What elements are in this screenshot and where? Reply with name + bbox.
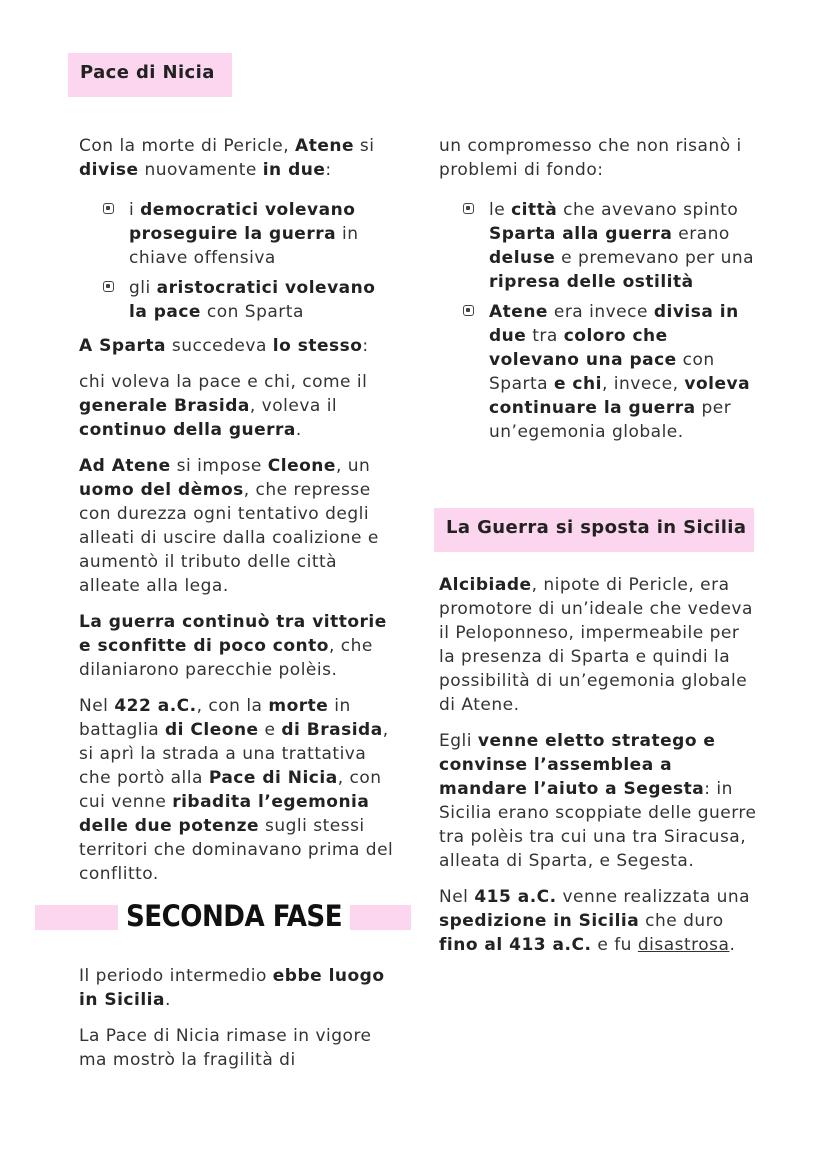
text: Con la morte di Pericle, xyxy=(79,136,296,156)
text-bold: divisa in due xyxy=(489,302,739,346)
list-item xyxy=(79,198,399,270)
text-bold: venne eletto stratego e convinse l’assemblea a mandare l’aiuto a Segesta xyxy=(439,731,716,799)
text-bold: coloro che volevano una pace xyxy=(489,326,677,370)
list-item xyxy=(439,198,759,294)
bullet-icon xyxy=(103,203,114,214)
text: si impose xyxy=(170,456,268,476)
text: per un’egemonia globale. xyxy=(489,398,732,442)
paragraph-periodo xyxy=(79,964,399,1012)
paragraph-guerra-continuo xyxy=(79,610,399,682)
text-bold: Sparta alla guerra xyxy=(489,224,673,244)
text: con Sparta xyxy=(200,302,304,322)
text-bold: aristocratici volevano la pace xyxy=(129,278,376,322)
bullet-icon xyxy=(103,281,114,292)
paragraph-pericle xyxy=(79,134,399,182)
paragraph-stratego xyxy=(439,729,759,873)
text-underlined: disastrosa xyxy=(637,935,730,955)
text-bold: Alcibiade xyxy=(439,575,532,595)
text-bold: città xyxy=(511,200,558,220)
text-bold: A Sparta xyxy=(79,336,166,356)
text: con Sparta xyxy=(489,350,715,394)
text: e fu xyxy=(591,935,638,955)
text: nuovamente xyxy=(138,160,263,180)
text: Nel xyxy=(439,887,475,907)
paragraph-alcibiade xyxy=(439,573,759,717)
paragraph-brasida xyxy=(79,370,399,442)
text-bold: in due xyxy=(262,160,326,180)
paragraph-fragilita xyxy=(79,1024,399,1072)
section-title-text: SECONDA FASE xyxy=(126,899,343,933)
text-bold: deluse xyxy=(489,248,556,268)
bullet-list-problemi xyxy=(439,198,759,444)
paragraph-422 xyxy=(79,694,399,886)
section-title-seconda-fase xyxy=(118,896,350,936)
text: chi voleva la pace e chi, come il xyxy=(79,372,368,392)
heading-pace-di-nicia xyxy=(68,53,232,97)
text-bold: ebbe luogo in Sicilia xyxy=(79,966,385,1010)
text-bold: La guerra continuò tra vittorie e sconfitte di poco conto xyxy=(79,612,387,656)
text: , voleva il xyxy=(249,396,338,416)
text: in chiave offensiva xyxy=(129,224,359,268)
left-column xyxy=(79,134,399,886)
text: sugli stessi territori che dominavano prima del conflitto. xyxy=(79,816,394,884)
text-bold: e chi xyxy=(553,374,602,394)
text: venne realizzata una xyxy=(556,887,751,907)
text: , che represse con durezza ogni tentativo degli alleati di uscire dalla coalizione e aumentò il tributo delle città alleate alla lega. xyxy=(79,480,379,596)
text-bold: Pace di Nicia xyxy=(208,768,338,788)
text-bold: uomo del dèmos xyxy=(79,480,244,500)
bullet-list-atene xyxy=(79,198,399,324)
list-item xyxy=(439,300,759,444)
left-column-lower xyxy=(79,964,399,1072)
text: , con cui venne xyxy=(79,768,382,812)
text: . xyxy=(729,935,736,955)
text: : xyxy=(325,160,332,180)
paragraph-415 xyxy=(439,885,759,957)
text: , con la xyxy=(196,696,269,716)
text-bold: ribadita l’egemonia delle due potenze xyxy=(79,792,370,836)
text: , che dilaniarono parecchie polèis. xyxy=(79,636,373,680)
text-bold: morte xyxy=(268,696,329,716)
text: , si aprì la strada a una trattativa che portò alla xyxy=(79,720,389,788)
text-bold: continuo della guerra xyxy=(79,420,296,440)
text: La Pace di Nicia rimase in vigore ma mostrò la fragilità di xyxy=(79,1026,372,1070)
text-bold: generale Brasida xyxy=(79,396,250,416)
text: Egli xyxy=(439,731,478,751)
text-bold: 415 a.C. xyxy=(474,887,557,907)
text: succedeva xyxy=(165,336,273,356)
text: , nipote di Pericle, era promotore di un’ideale che vedeva il Peloponneso, impermeabile per la presenza di Sparta e quindi la possibilità di un’egemonia globale di Atene. xyxy=(439,575,753,715)
text: i xyxy=(129,200,141,220)
text: e xyxy=(258,720,282,740)
text-bold: di Brasida xyxy=(281,720,383,740)
text: tra xyxy=(526,326,564,346)
paragraph-cleone xyxy=(79,454,399,598)
text-bold: Ad Atene xyxy=(79,456,171,476)
text-bold: Atene xyxy=(489,302,548,322)
text-bold: divise xyxy=(79,160,139,180)
text-bold: voleva continuare la guerra xyxy=(489,374,751,418)
text-bold: 422 a.C. xyxy=(114,696,197,716)
text: un compromesso che non risanò i problemi di fondo: xyxy=(439,136,742,180)
text: : in Sicilia erano scoppiate delle guerre tra polèis tra cui una tra Siracusa, alleata di Sparta, e Segesta. xyxy=(439,779,757,871)
heading-pace-label: Pace di Nicia xyxy=(80,62,215,83)
text-bold: democratici volevano proseguire la guerra xyxy=(129,200,356,244)
text: in battaglia xyxy=(79,696,351,740)
text: che duro xyxy=(639,911,724,931)
paragraph-sparta xyxy=(79,334,399,358)
text: , invece, xyxy=(601,374,685,394)
bullet-icon xyxy=(463,305,474,316)
text: , un xyxy=(335,456,371,476)
text-bold: ripresa delle ostilità xyxy=(489,272,694,292)
text-bold: Cleone xyxy=(267,456,336,476)
right-column xyxy=(439,134,759,444)
text: e premevano per una xyxy=(555,248,755,268)
paragraph-compromesso xyxy=(439,134,759,182)
text-bold: lo stesso xyxy=(272,336,363,356)
bullet-icon xyxy=(463,203,474,214)
text: che avevano spinto xyxy=(557,200,739,220)
text-bold: Atene xyxy=(295,136,354,156)
heading-guerra-sicilia xyxy=(434,508,754,552)
text-bold: spedizione in Sicilia xyxy=(439,911,640,931)
heading-sicilia-label: La Guerra si sposta in Sicilia xyxy=(446,517,747,538)
text: era invece xyxy=(547,302,654,322)
text: . xyxy=(295,420,302,440)
text: : xyxy=(362,336,369,356)
text: si xyxy=(354,136,375,156)
text: Il periodo intermedio xyxy=(79,966,273,986)
text: . xyxy=(164,990,171,1010)
right-column-lower xyxy=(439,573,759,957)
text-bold: fino al 413 a.C. xyxy=(439,935,592,955)
text-bold: di Cleone xyxy=(165,720,259,740)
text: Nel xyxy=(79,696,115,716)
text: le xyxy=(489,200,512,220)
text: gli xyxy=(129,278,157,298)
list-item xyxy=(79,276,399,324)
text: erano xyxy=(672,224,730,244)
